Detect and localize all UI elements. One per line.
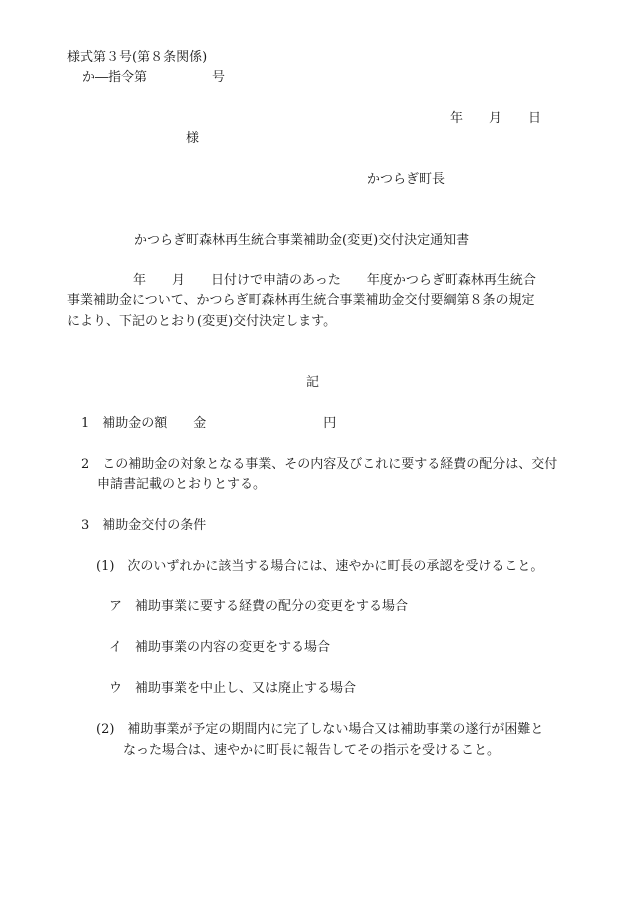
item-3: 3 補助金交付の条件 bbox=[81, 518, 207, 533]
condition-2-line-1: (2) 補助事業が予定の期間内に完了しない場合又は補助事業の遂行が困難と bbox=[96, 722, 544, 737]
document-title: かつらぎ町森林再生統合事業補助金(変更)交付決定通知書 bbox=[134, 233, 470, 248]
sub-item-u: ウ 補助事業を中止し、又は廃止する場合 bbox=[109, 681, 357, 696]
issuer: かつらぎ町長 bbox=[367, 172, 446, 187]
ki-heading: 記 bbox=[306, 375, 320, 390]
body-line-3: により、下記のとおり(変更)交付決定します。 bbox=[67, 314, 337, 329]
item-2-line-2: 申請書記載のとおりとする。 bbox=[97, 477, 267, 492]
body-line-2: 事業補助金について、かつらぎ町森林再生統合事業補助金交付要綱第８条の規定 bbox=[67, 293, 535, 308]
sub-item-i: イ 補助事業の内容の変更をする場合 bbox=[109, 640, 331, 655]
item-1: 1 補助金の額 金 円 bbox=[81, 416, 337, 431]
condition-1: (1) 次のいずれかに該当する場合には、速やかに町長の承認を受けること。 bbox=[96, 559, 544, 574]
item-2-line-1: 2 この補助金の対象となる事業、その内容及びこれに要する経費の配分は、交付 bbox=[81, 457, 558, 472]
sub-item-a: ア 補助事業に要する経費の配分の変更をする場合 bbox=[109, 599, 409, 614]
condition-2-line-2: なった場合は、速やかに町長に報告してその指示を受けること。 bbox=[123, 743, 501, 758]
form-number: 様式第３号(第８条関係) bbox=[67, 50, 208, 65]
body-line-1: 年 月 日付けで申請のあった 年度かつらぎ町森林再生統合 bbox=[133, 273, 536, 288]
date-line: 年 月 日 bbox=[450, 111, 542, 126]
reference-number: か―指令第 号 bbox=[82, 70, 226, 85]
addressee: 様 bbox=[186, 131, 200, 146]
